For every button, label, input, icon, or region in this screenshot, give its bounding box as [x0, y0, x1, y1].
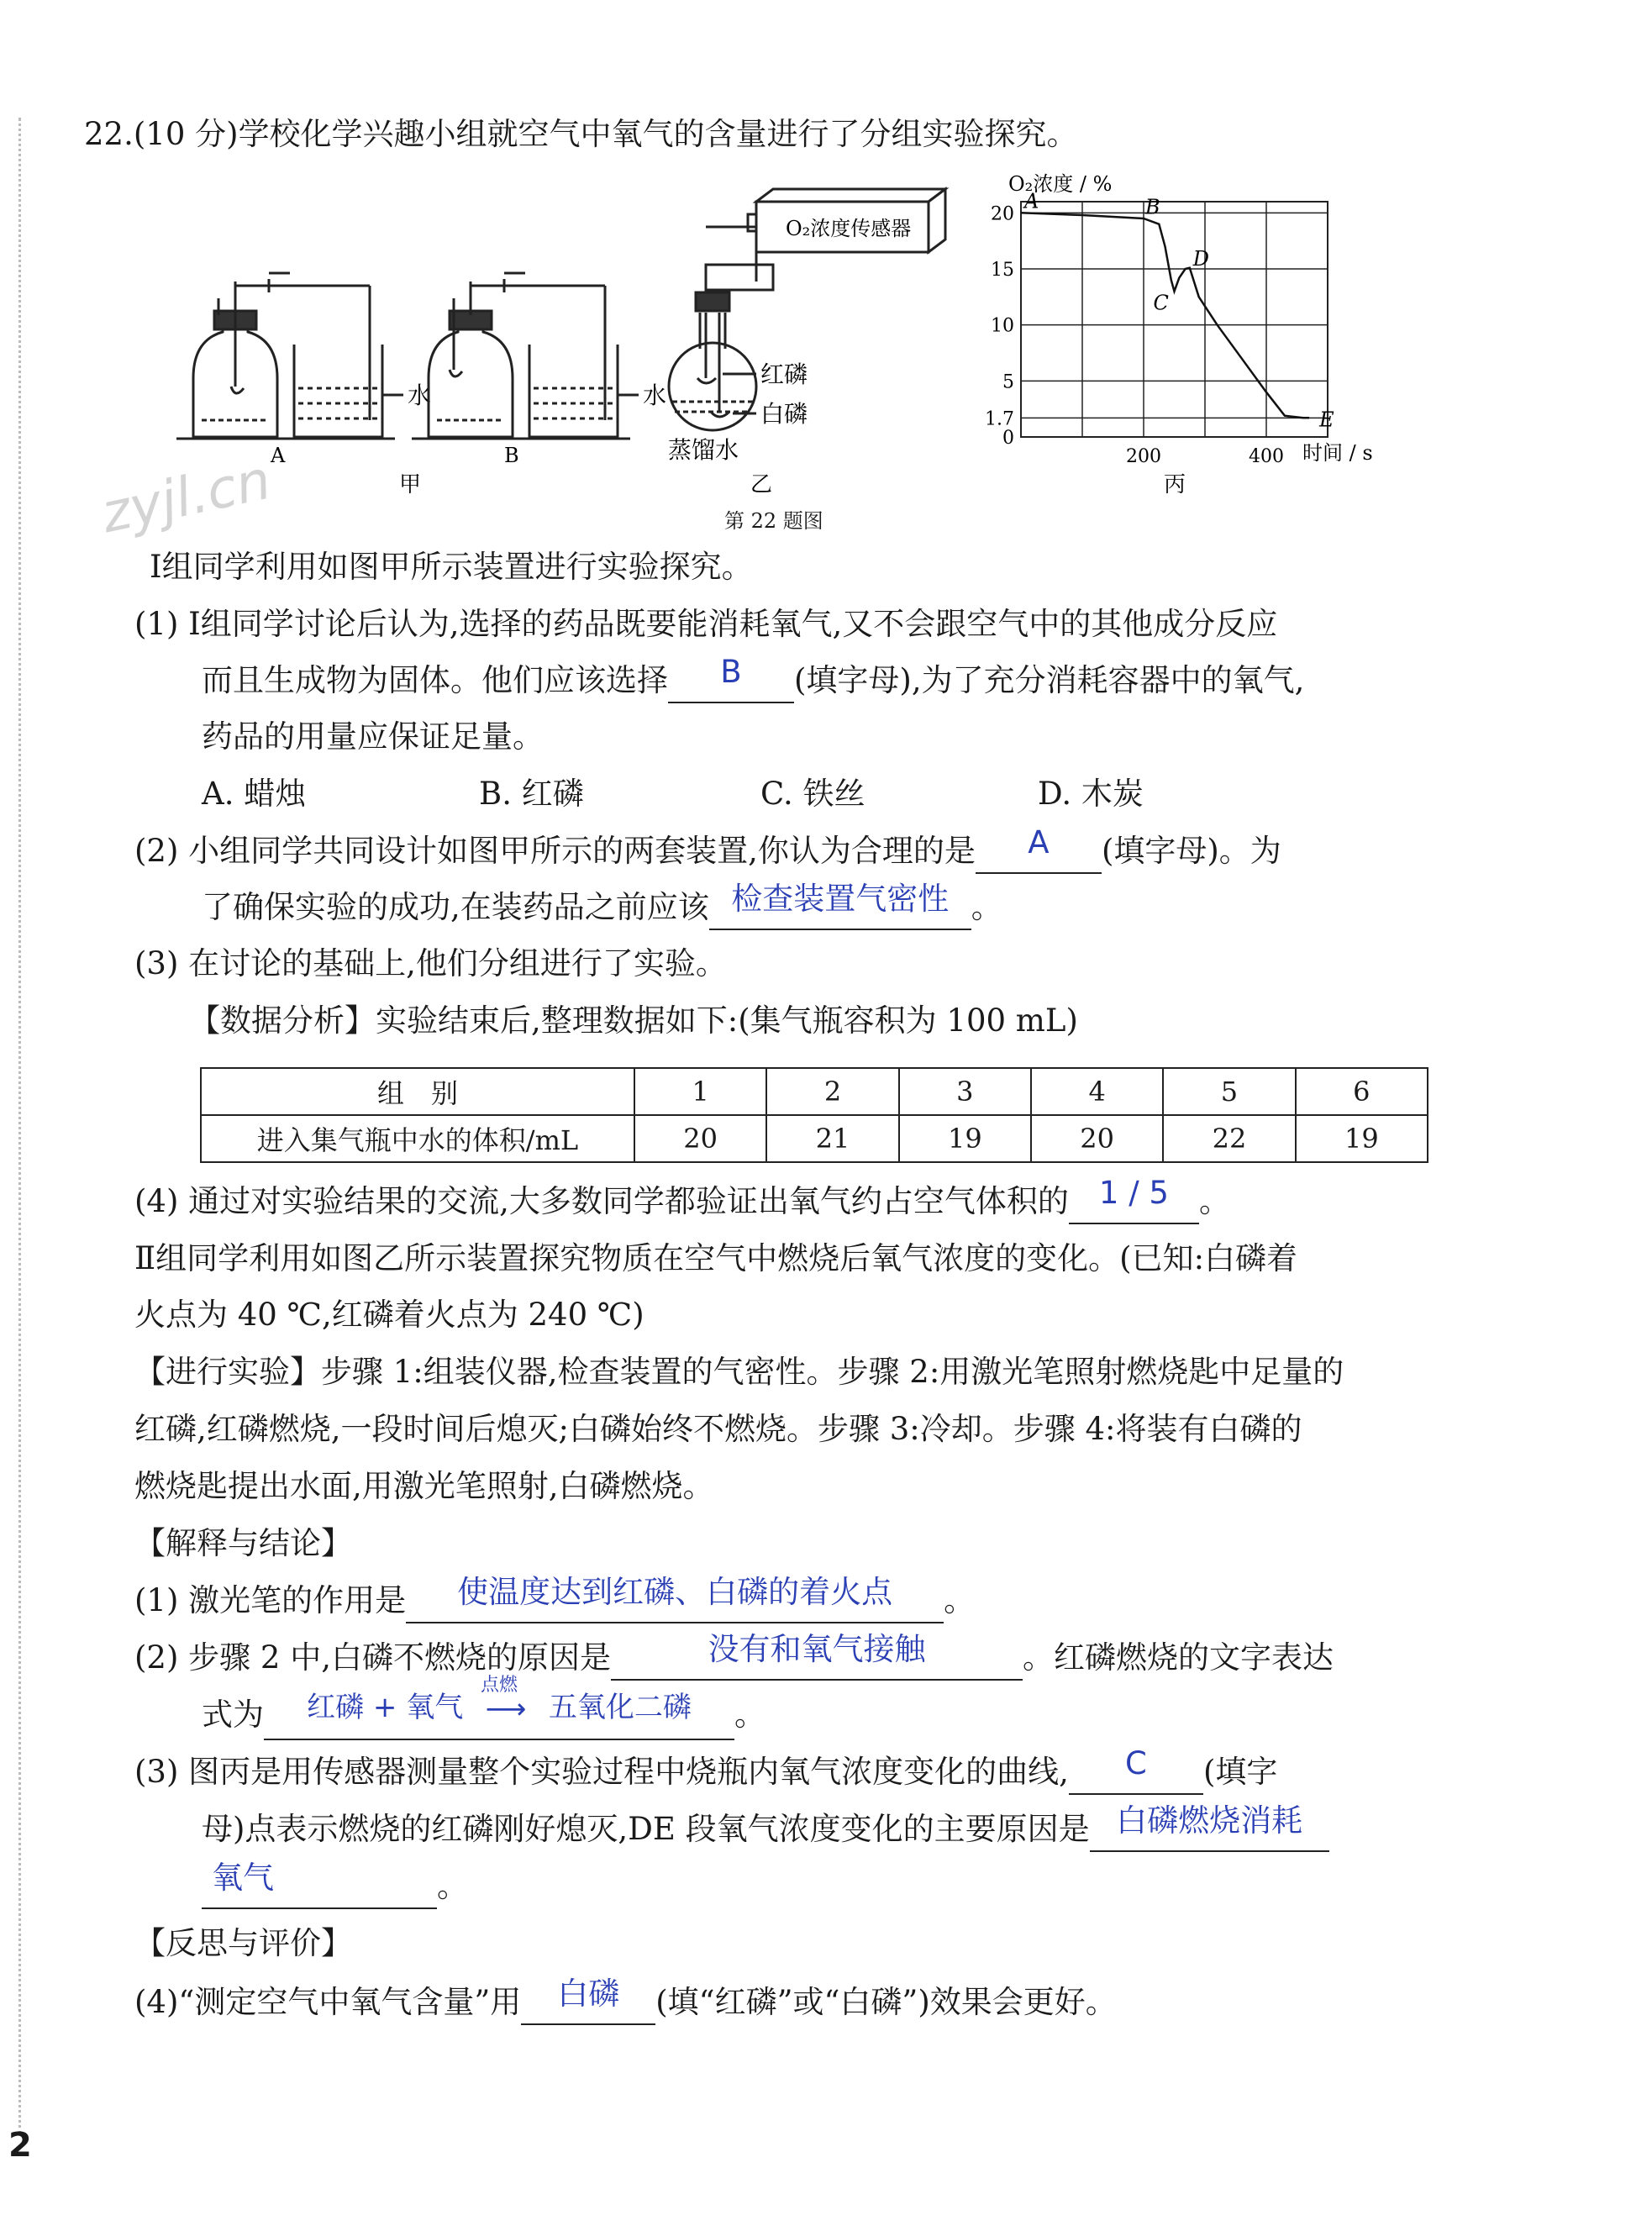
g2-c3-answer2[interactable] — [1090, 1802, 1329, 1852]
g1-q2-text3: 了确保实验的成功,在装药品之前应该 — [202, 889, 709, 925]
g1-q3: (3) 在讨论的基础上,他们分组进行了实验。 — [134, 945, 727, 981]
white-phosphorus-label: 白磷 — [760, 400, 808, 428]
g2-c1-answer-text: 使温度达到红磷、白磷的着火点 — [457, 1574, 893, 1610]
chart-y-tick-label: 15 — [991, 260, 1014, 281]
table-header-label: 组 别 — [201, 1068, 634, 1115]
chart-y-tick-label: 10 — [991, 315, 1014, 337]
table-row — [201, 1068, 1428, 1115]
g1-q1-answer-text: B — [720, 654, 742, 690]
conclusion-heading: 【解释与结论】 — [134, 1525, 352, 1561]
g2-c3-line1 — [134, 1745, 1278, 1795]
chart-point-label: D — [1192, 247, 1209, 271]
g1-q2-line2 — [202, 881, 1002, 930]
g2-c1 — [134, 1574, 976, 1623]
figure-caption: 第 22 题图 — [724, 509, 823, 533]
g1-q2-line1 — [134, 824, 1281, 874]
g1-q2-text4: 。 — [971, 889, 1002, 925]
g2-r4-answer[interactable] — [521, 1976, 655, 2025]
g2-r4-text: (4)“测定空气中氧气含量”用 — [134, 1984, 522, 2020]
table-value-cell: 22 — [1163, 1115, 1295, 1162]
g1-q4 — [134, 1175, 1230, 1224]
figure-bing-label: 丙 — [1164, 472, 1186, 497]
g2-c3-answer2-cont[interactable] — [202, 1860, 437, 1909]
equation-condition: 点燃 — [481, 1674, 518, 1696]
table-value-cell: 20 — [1031, 1115, 1163, 1162]
g2-c1-answer[interactable] — [406, 1574, 944, 1623]
experiment-line2: 红磷,红磷燃烧,一段时间后熄灭;白磷始终不燃烧。步骤 3:冷却。步骤 4:将装有白磷的 — [134, 1411, 1302, 1447]
g1-q1-answer[interactable] — [668, 654, 794, 703]
g1-q2-text2: (填字母)。为 — [1101, 833, 1281, 869]
table-value-cell: 19 — [1296, 1115, 1428, 1162]
g2-c2-text3: 式为 — [202, 1697, 264, 1733]
g1-q2-answer[interactable] — [976, 824, 1102, 874]
table-value-cell: 19 — [899, 1115, 1031, 1162]
equation-arrow: 点燃 ⟶ — [472, 1688, 539, 1730]
chart-point-label: E — [1319, 408, 1334, 432]
experiment-line3: 燃烧匙提出水面,用激光笔照射,白磷燃烧。 — [134, 1468, 714, 1504]
o2-sensor-label: O₂浓度传感器 — [786, 217, 912, 240]
question-score: (10 分) — [133, 116, 239, 152]
table-group-cell: 1 — [634, 1068, 766, 1115]
table-group-cell: 6 — [1296, 1068, 1428, 1115]
apparatus-b — [412, 273, 639, 439]
g2-c3-answer2-text: 白磷燃烧消耗 — [1116, 1802, 1303, 1839]
g1-q4-answer-text: 1 / 5 — [1098, 1175, 1169, 1211]
binding-margin — [18, 118, 21, 2134]
g1-q1-text: 而且生成物为固体。他们应该选择 — [202, 662, 668, 698]
figure-jia-label: 甲 — [399, 472, 422, 497]
g2-c2-equation[interactable] — [264, 1674, 734, 1740]
g2-c2-line2 — [202, 1674, 765, 1740]
oxygen-concentration-chart — [958, 164, 1403, 500]
figure-yi-label: 乙 — [750, 472, 773, 497]
g2-c2-answer-text: 没有和氧气接触 — [708, 1631, 926, 1667]
apparatus-a — [176, 273, 403, 439]
g1-q4-text2: 。 — [1198, 1183, 1230, 1219]
g1-q2-answer-text: A — [1028, 824, 1050, 860]
g2-r4-text2: (填“红磷”或“白磷”)效果会更好。 — [655, 1984, 1117, 2020]
data-analysis-heading: 【数据分析】实验结束后,整理数据如下:(集气瓶容积为 100 mL) — [189, 1002, 1078, 1039]
g1-q2-text: (2) 小组同学共同设计如图甲所示的两套装置,你认为合理的是 — [134, 833, 976, 869]
g2-c3-text: (3) 图丙是用传感器测量整个实验过程中烧瓶内氧气浓度变化的曲线, — [134, 1754, 1069, 1790]
table-group-cell: 4 — [1031, 1068, 1163, 1115]
apparatus-a-label: A — [271, 444, 286, 467]
g2-c3-line2 — [202, 1802, 1329, 1852]
g2-c2-text4: 。 — [734, 1697, 765, 1733]
page-number: 2 — [8, 2126, 32, 2165]
experiment-line1: 【进行实验】步骤 1:组装仪器,检查装置的气密性。步骤 2:用激光笔照射燃烧匙中足量的 — [134, 1354, 1344, 1390]
g1-q1-option-c: C. 铁丝 — [760, 776, 865, 812]
group1-title: Ⅰ组同学利用如图甲所示装置进行实验探究。 — [150, 549, 753, 585]
chart-frame — [1021, 202, 1328, 437]
water-label-a: 水 — [408, 381, 432, 409]
distilled-water-label: 蒸馏水 — [668, 436, 739, 464]
question-number: 22. — [84, 116, 134, 152]
g2-c3-text2: (填字 — [1202, 1754, 1278, 1790]
g2-c3-text4: 。 — [437, 1868, 468, 1904]
g2-c3-line3 — [202, 1860, 468, 1909]
group2-title-line1: Ⅱ组同学利用如图乙所示装置探究物质在空气中燃烧后氧气浓度的变化。(已知:白磷着 — [134, 1240, 1298, 1276]
g1-q2-answer2[interactable] — [709, 881, 971, 930]
apparatus-b-label: B — [504, 444, 519, 467]
table-value-cell: 21 — [766, 1115, 898, 1162]
apparatus-figure — [168, 168, 975, 538]
chart-point-label: B — [1144, 195, 1160, 219]
g1-q1-option-b: B. 红磷 — [479, 776, 584, 812]
g1-q4-text: (4) 通过对实验结果的交流,大多数同学都验证出氧气约占空气体积的 — [134, 1183, 1069, 1219]
chart-y-tick-label: 20 — [991, 203, 1014, 225]
g1-q1-line3: 药品的用量应保证足量。 — [202, 718, 544, 755]
chart-x-tick-label: 200 — [1126, 446, 1161, 467]
g1-q1-line2 — [202, 654, 1305, 703]
equation-reactants: 红磷 + 氧气 — [307, 1691, 464, 1724]
chart-xlabel: 时间 / s — [1302, 441, 1373, 465]
g2-c1-text: (1) 激光笔的作用是 — [134, 1582, 407, 1618]
g2-r4 — [134, 1976, 1117, 2025]
g2-c2-answer[interactable] — [611, 1631, 1023, 1681]
chart-y-tick-label: 0 — [1002, 428, 1014, 449]
table-row-label: 进入集气瓶中水的体积/mL — [201, 1115, 634, 1162]
g1-q4-answer[interactable] — [1069, 1175, 1199, 1224]
chart-y-tick-label: 5 — [1002, 371, 1014, 393]
g2-c3-answer[interactable] — [1069, 1745, 1203, 1795]
g2-c1-text2: 。 — [944, 1582, 976, 1618]
table-group-cell: 2 — [766, 1068, 898, 1115]
g1-q1-text2: (填字母),为了充分消耗容器中的氧气, — [794, 662, 1305, 698]
reflect-heading: 【反思与评价】 — [134, 1925, 352, 1961]
red-phosphorus-label: 红磷 — [760, 360, 808, 388]
table-value-cell: 20 — [634, 1115, 766, 1162]
watermark: zyjl.cn — [96, 449, 276, 546]
chart-ylabel: O₂浓度 / % — [1008, 172, 1113, 196]
g2-r4-answer-text: 白磷 — [557, 1976, 620, 2012]
table-group-cell: 5 — [1163, 1068, 1295, 1115]
g1-q1-option-d: D. 木炭 — [1038, 776, 1144, 812]
chart-point-label: A — [1024, 189, 1039, 213]
question-intro: 学校化学兴趣小组就空气中氧气的含量进行了分组实验探究。 — [238, 116, 1078, 152]
chart-point-label: C — [1153, 291, 1169, 315]
g2-c2-line1 — [134, 1631, 1334, 1681]
g1-q2-answer2-text: 检查装置气密性 — [731, 881, 950, 917]
g1-q1-option-a: A. 蜡烛 — [202, 776, 307, 812]
water-volume-table — [200, 1067, 1428, 1163]
equation-product: 五氧化二磷 — [548, 1691, 692, 1724]
question-title — [84, 113, 1078, 155]
g2-c3-answer-text: C — [1125, 1745, 1147, 1781]
water-label-b: 水 — [643, 381, 667, 409]
table-row — [201, 1115, 1428, 1162]
g1-q1-line1: (1) Ⅰ组同学讨论后认为,选择的药品既要能消耗氧气,又不会跟空气中的其他成分反应 — [134, 606, 1278, 642]
group2-title-line2: 火点为 40 ℃,红磷着火点为 240 ℃) — [134, 1297, 644, 1333]
g2-c3-text3: 母)点表示燃烧的红磷刚好熄灭,DE 段氧气浓度变化的主要原因是 — [202, 1811, 1090, 1847]
g2-c3-answer2-cont-text: 氧气 — [212, 1860, 274, 1896]
g2-c2-text2: 。红磷燃烧的文字表达 — [1023, 1639, 1334, 1676]
table-group-cell: 3 — [899, 1068, 1031, 1115]
chart-x-tick-label: 400 — [1249, 446, 1284, 467]
g2-c2-text: (2) 步骤 2 中,白磷不燃烧的原因是 — [134, 1639, 611, 1676]
chart-y-tick-label: 1.7 — [985, 408, 1014, 430]
